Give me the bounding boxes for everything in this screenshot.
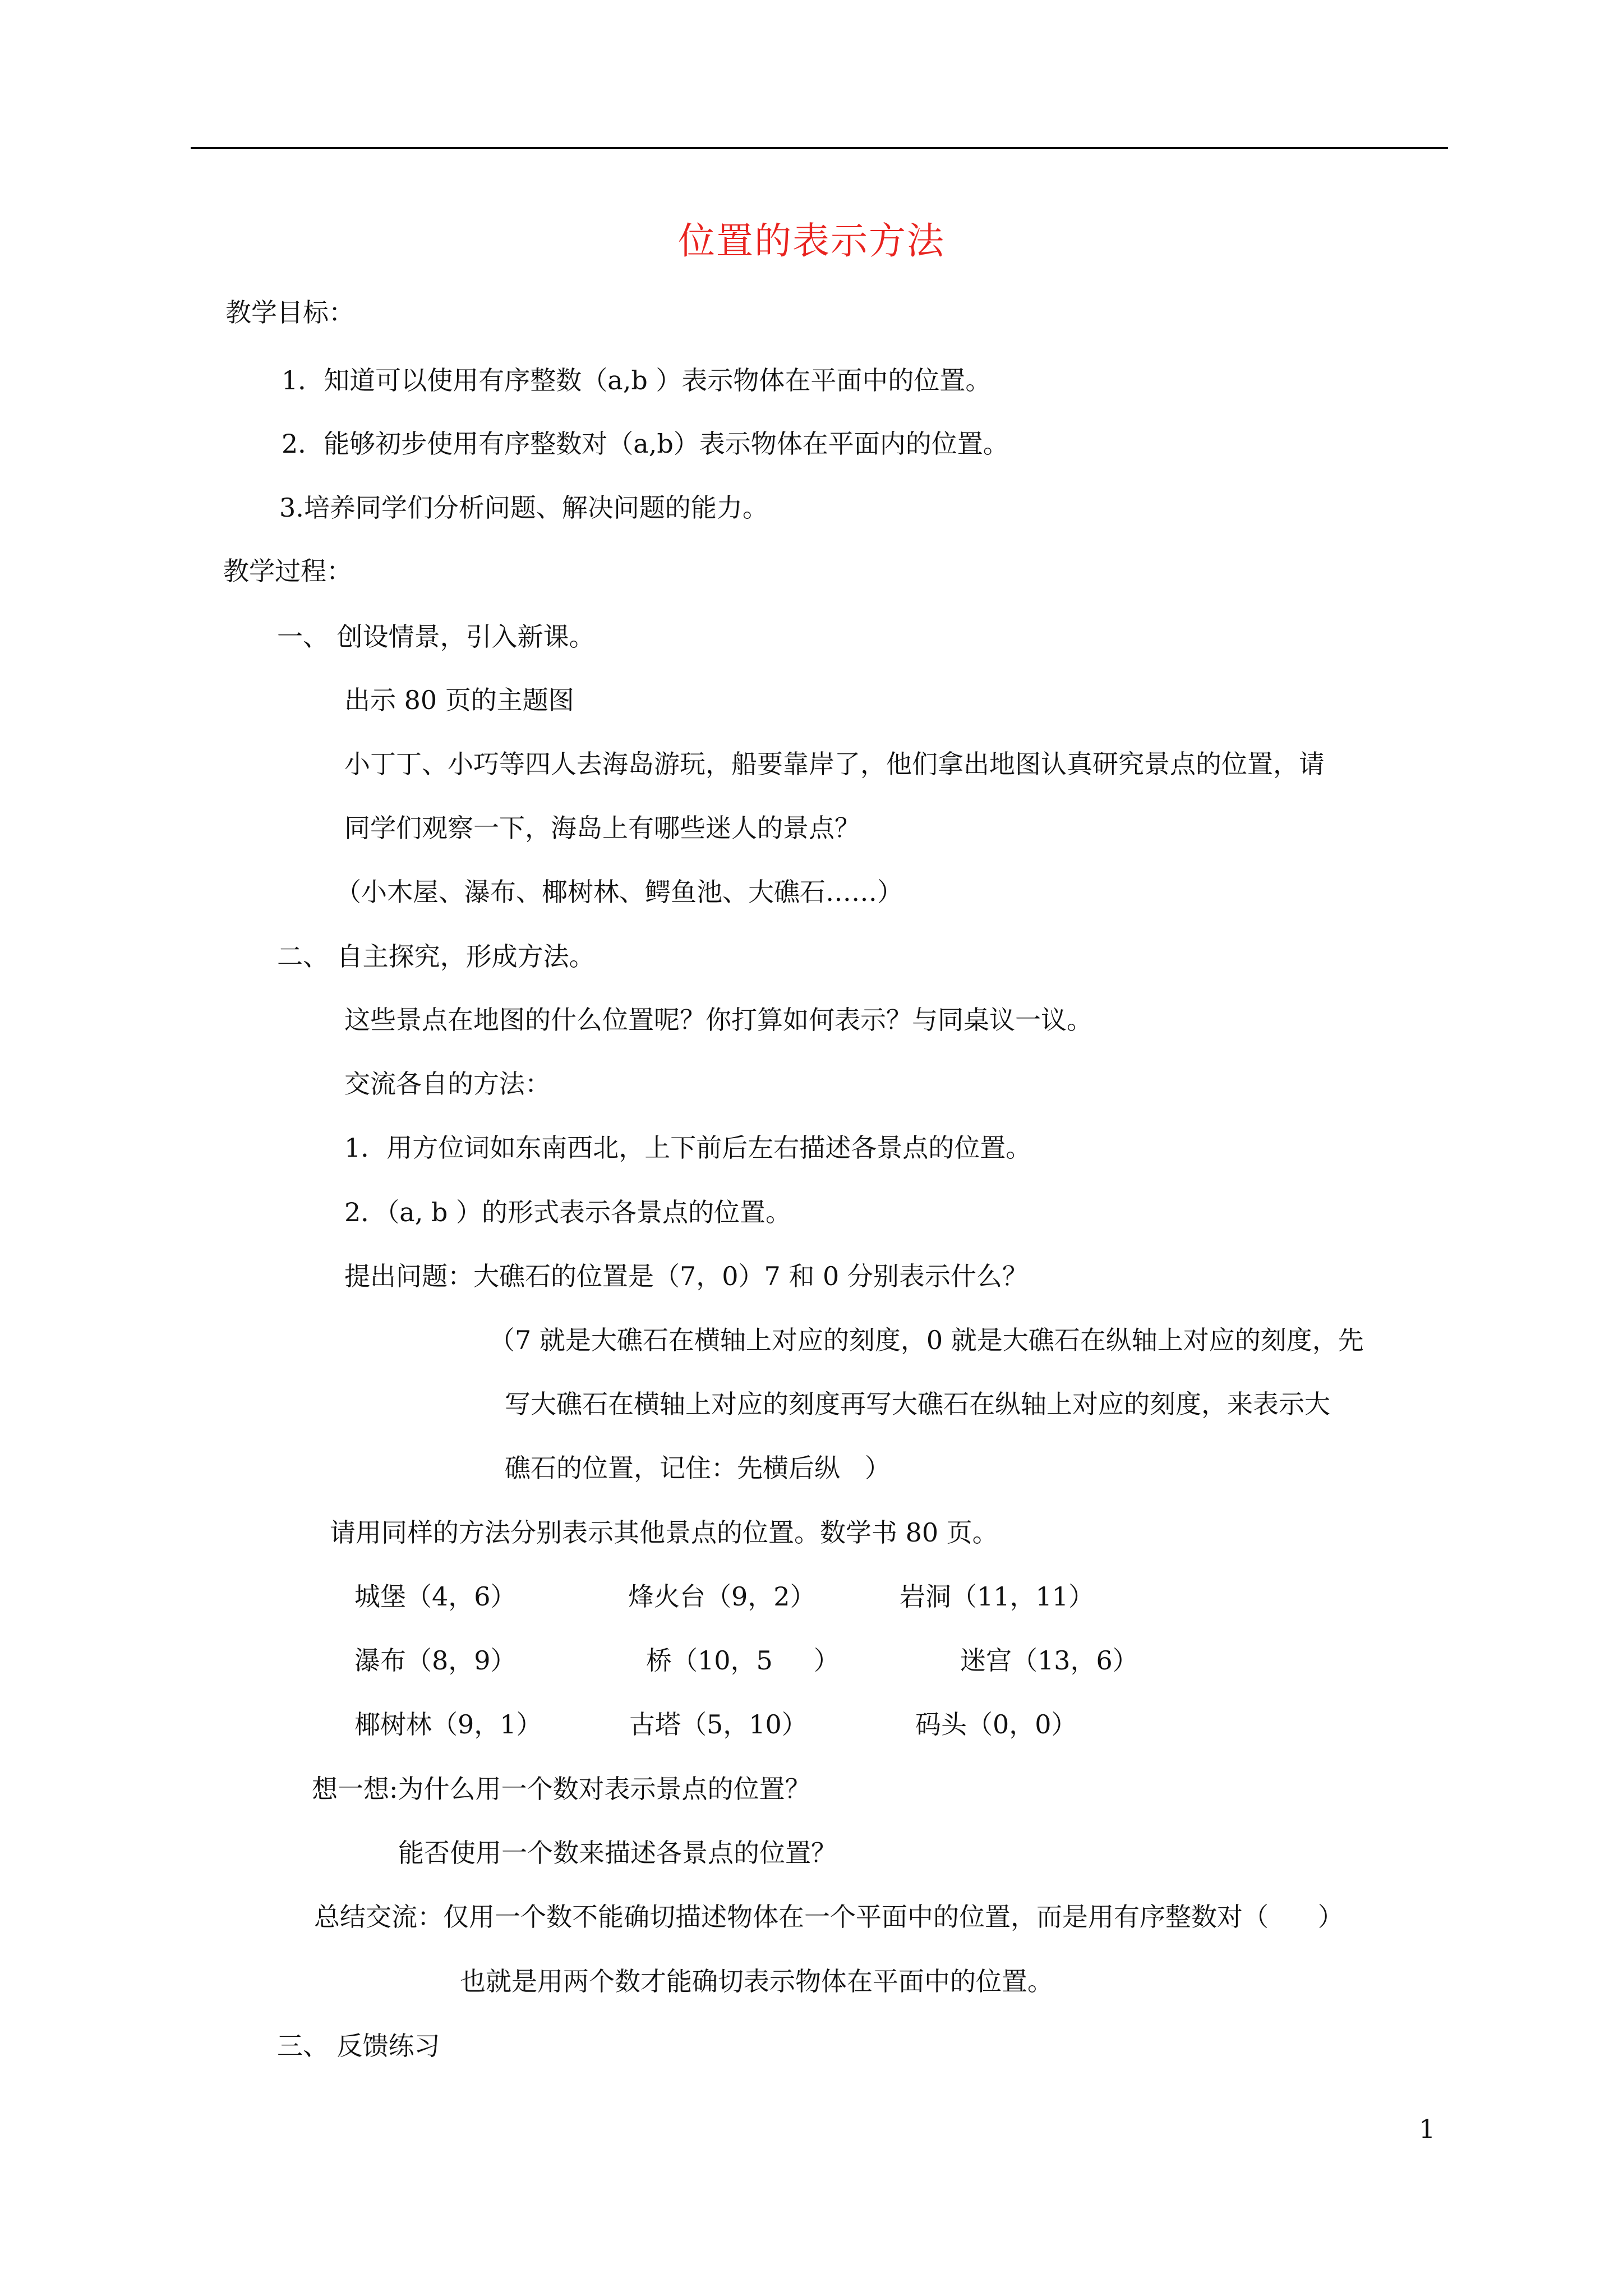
section-2-title: 二、 自主探究，形成方法。 bbox=[277, 941, 595, 972]
section-2-line: 这些景点在地图的什么位置呢？你打算如何表示？与同桌议一议。 bbox=[344, 1005, 1092, 1035]
place-item: 椰树林（9，1） bbox=[354, 1709, 542, 1740]
document-title: 位置的表示方法 bbox=[678, 219, 945, 263]
section-1-line: （小木屋、瀑布、椰树林、鳄鱼池、大礁石……） bbox=[335, 877, 903, 907]
practice-intro: 请用同样的方法分别表示其他景点的位置。数学书 80 页。 bbox=[330, 1517, 998, 1548]
summary-line-2: 也就是用两个数才能确切表示物体在平面中的位置。 bbox=[460, 1966, 1053, 1996]
section-3-title: 三、 反馈练习 bbox=[277, 2031, 440, 2061]
place-item: 烽火台（9，2） bbox=[628, 1581, 816, 1612]
summary-line-1: 总结交流：仅用一个数不能确切描述物体在一个平面中的位置，而是用有序整数对（ ） bbox=[314, 1902, 1344, 1932]
place-item: 瀑布（8，9） bbox=[354, 1645, 517, 1676]
goal-item-1: 1．知道可以使用有序整数（a,b ）表示物体在平面中的位置。 bbox=[282, 365, 992, 395]
section-2-line: 1．用方位词如东南西北，上下前后左右描述各景点的位置。 bbox=[344, 1133, 1032, 1163]
section-1-line: 同学们观察一下，海岛上有哪些迷人的景点？ bbox=[344, 813, 860, 843]
process-heading: 教学过程： bbox=[223, 556, 352, 586]
goal-item-2: 2．能够初步使用有序整数对（a,b）表示物体在平面内的位置。 bbox=[282, 429, 1009, 459]
goal-item-3: 3.培养同学们分析问题、解决问题的能力。 bbox=[279, 493, 768, 523]
place-item: 迷宫（13，6） bbox=[960, 1645, 1138, 1676]
page-number: 1 bbox=[1419, 2114, 1436, 2144]
place-item: 桥（10，5 ） bbox=[646, 1645, 840, 1676]
place-item: 码头（0，0） bbox=[915, 1709, 1077, 1740]
think-line-2: 能否使用一个数来描述各景点的位置？ bbox=[398, 1838, 837, 1868]
goals-heading: 教学目标： bbox=[225, 297, 354, 328]
section-1-line: 出示 80 页的主题图 bbox=[344, 685, 574, 715]
place-item: 岩洞（11，11） bbox=[900, 1581, 1095, 1612]
section-1-title: 一、 创设情景，引入新课。 bbox=[277, 622, 595, 652]
section-1-line: 小丁丁、小巧等四人去海岛游玩，船要靠岸了，他们拿出地图认真研究景点的位置，请 bbox=[344, 749, 1325, 779]
think-line-1: 想一想:为什么用一个数对表示景点的位置？ bbox=[312, 1774, 811, 1804]
place-item: 古塔（5，10） bbox=[629, 1709, 808, 1740]
explanation-line: （7 就是大礁石在横轴上对应的刻度，0 就是大礁石在纵轴上对应的刻度，先 bbox=[489, 1325, 1364, 1355]
header-rule bbox=[191, 147, 1448, 149]
section-2-line: 提出问题：大礁石的位置是（7，0）7 和 0 分别表示什么？ bbox=[344, 1261, 1028, 1291]
explanation-line: 写大礁石在横轴上对应的刻度再写大礁石在纵轴上对应的刻度，来表示大 bbox=[505, 1389, 1330, 1419]
section-2-line: 交流各自的方法： bbox=[344, 1069, 551, 1099]
place-item: 城堡（4，6） bbox=[354, 1581, 517, 1612]
section-2-line: 2．（a, b ）的形式表示各景点的位置。 bbox=[344, 1197, 792, 1227]
explanation-line: 礁石的位置，记住：先横后纵 ） bbox=[505, 1453, 891, 1483]
